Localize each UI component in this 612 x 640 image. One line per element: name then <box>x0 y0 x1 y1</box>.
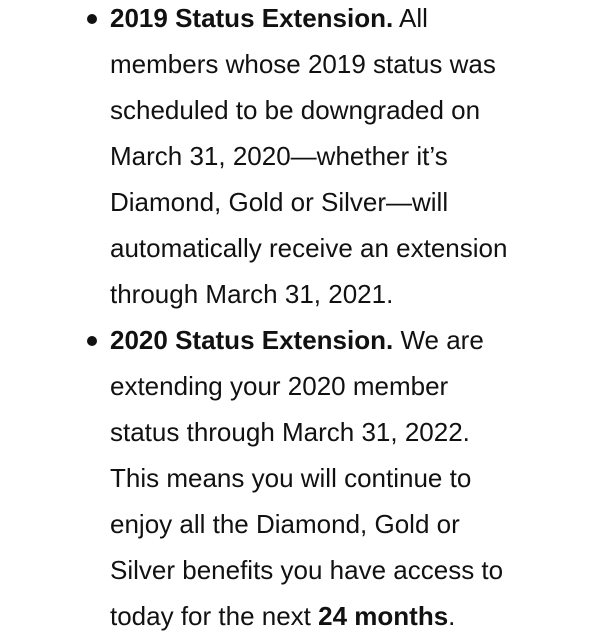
item-text-line: enjoy all the Diamond, Gold or <box>110 509 460 539</box>
item-text-line: This means you will continue to <box>110 463 472 493</box>
item-text-line: automatically receive an extension <box>110 233 508 263</box>
first-line <box>110 317 588 363</box>
list-item-2020-status-extension <box>0 317 612 639</box>
bullet-dot-icon <box>87 14 97 24</box>
item-text: All <box>399 3 428 33</box>
item-text-line: March 31, 2020—whether it’s <box>110 141 448 171</box>
item-text: We are <box>400 325 484 355</box>
item-text-line: Silver benefits you have access to <box>110 555 504 585</box>
item-heading: 2020 Status Extension. <box>110 325 394 355</box>
emphasis-text: 24 months <box>318 601 449 631</box>
bullet-dot-icon <box>87 336 97 346</box>
item-text-line: scheduled to be downgraded on <box>110 95 481 125</box>
last-line <box>110 593 588 639</box>
item-text-line: extending your 2020 member <box>110 371 449 401</box>
item-text-line: through March 31, 2021. <box>110 279 394 309</box>
item-text-end: . <box>448 601 456 631</box>
item-text-line: members whose 2019 status was <box>110 49 496 79</box>
first-line <box>110 0 588 41</box>
list-item-2019-status-extension <box>0 0 612 317</box>
item-text: today for the next <box>110 601 311 631</box>
item-heading: 2019 Status Extension. <box>110 3 394 33</box>
item-text-line: Diamond, Gold or Silver—will <box>110 187 449 217</box>
item-text-line: status through March 31, 2022. <box>110 417 470 447</box>
